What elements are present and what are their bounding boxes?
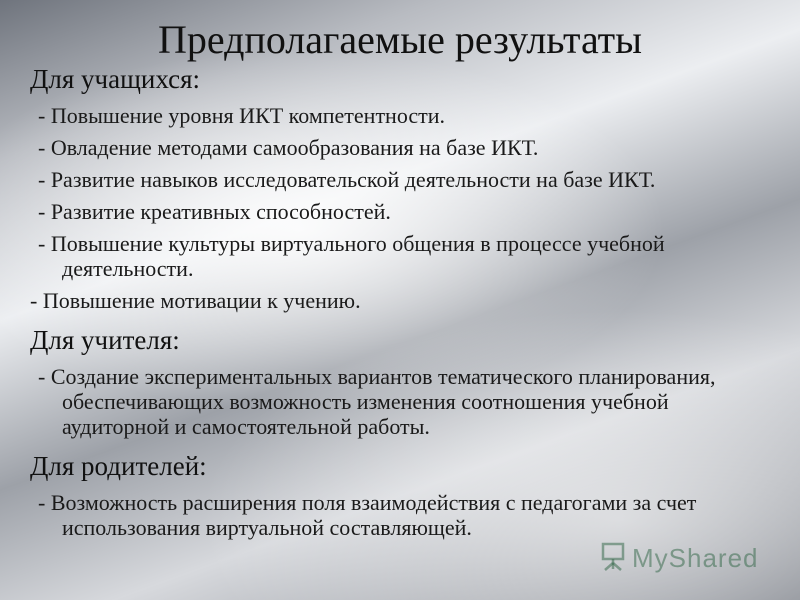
slide-title: Предполагаемые результаты [157, 17, 643, 62]
watermark-text: MyShared [632, 542, 759, 573]
watermark-logo [600, 538, 790, 578]
list-item: - Повышение культуры виртуального общения в процессе учебной деятельности. [38, 231, 665, 281]
list-item: - Развитие навыков исследовательской деятельности на базе ИКТ. [38, 167, 656, 192]
list-item: - Возможность расширения поля взаимодействия с педагогами за счет использования виртуальной составляющей. [38, 490, 697, 540]
presentation-board-icon [600, 541, 626, 576]
list-item: - Овладение методами самообразования на базе ИКТ. [38, 135, 539, 160]
list-item: - Повышение мотивации к учению. [30, 288, 361, 313]
list-item: - Повышение уровня ИКТ компетентности. [38, 103, 446, 128]
slide-content [30, 62, 780, 540]
section-heading-teacher: Для учителя: [30, 325, 180, 355]
section-heading-students: Для учащихся: [30, 64, 200, 94]
section-heading-parents: Для родителей: [30, 451, 207, 481]
list-item: - Создание экспериментальных вариантов тематического планирования, обеспечивающих возможность изменения соотношения учебной аудиторной и самостоятельной работы. [38, 364, 716, 439]
list-item: - Развитие креативных способностей. [38, 199, 391, 224]
